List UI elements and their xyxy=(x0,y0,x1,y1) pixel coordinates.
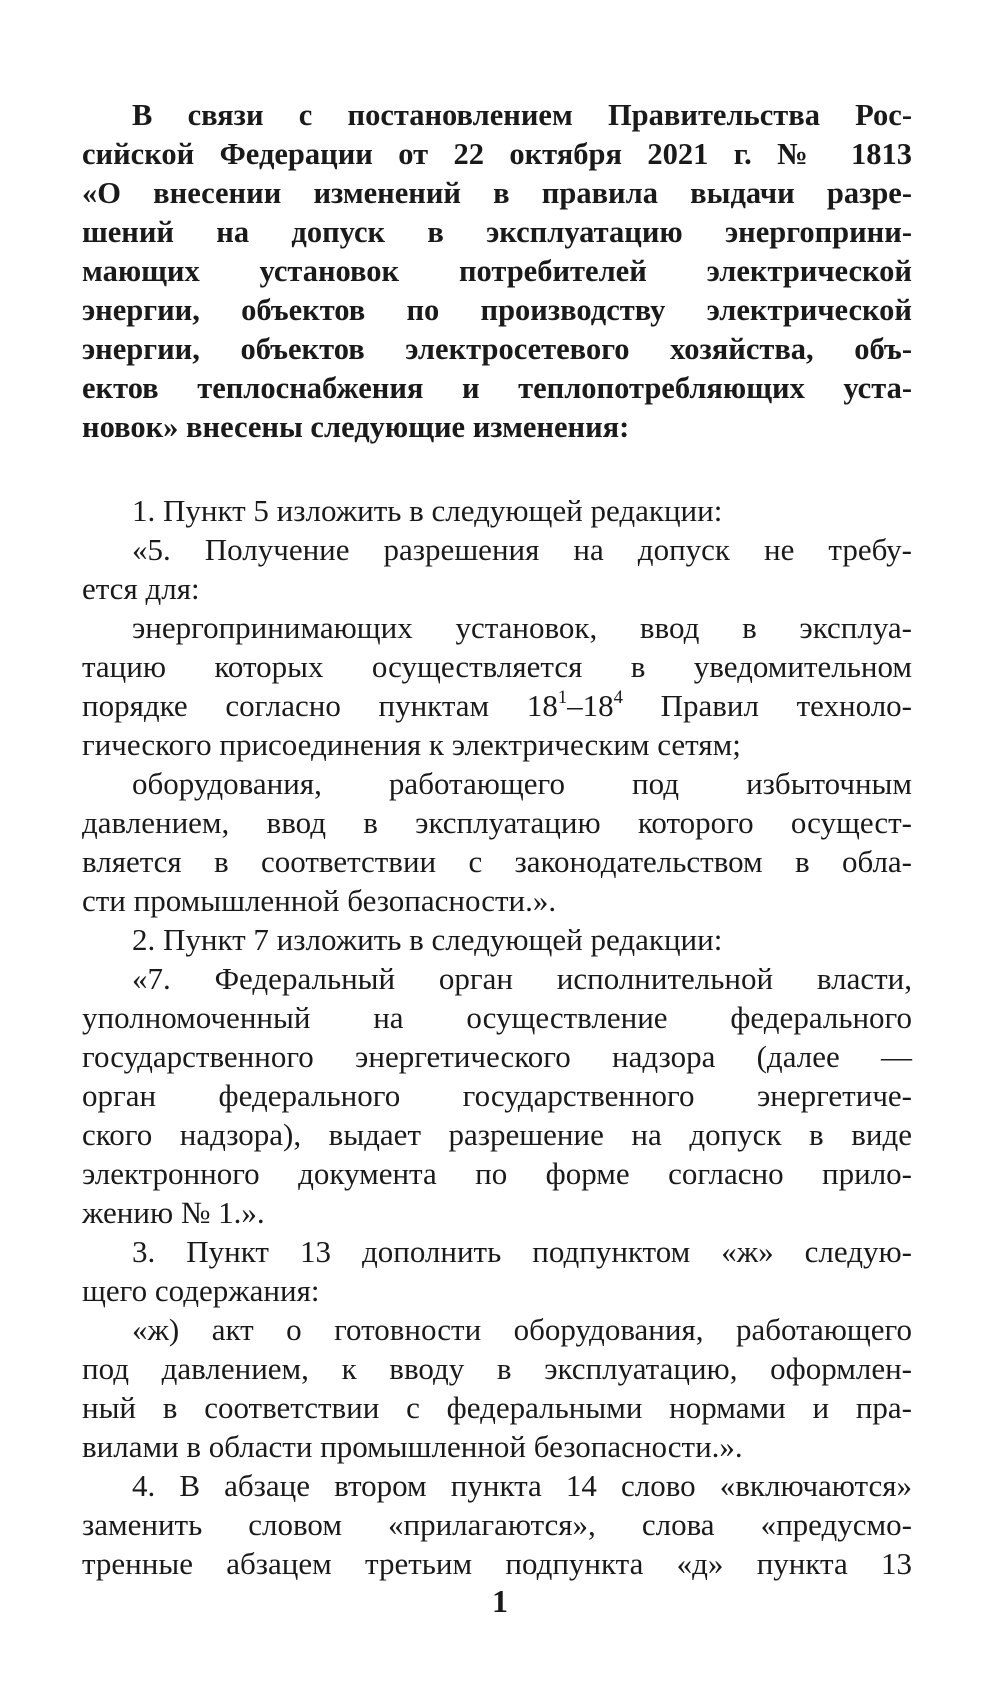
amendment-1-quote-line: гического присоединения к электрическим сетям; xyxy=(82,727,741,762)
superscript: 4 xyxy=(613,686,623,708)
preface-line: шений на допуск в эксплуатацию энергоприни- xyxy=(82,215,912,249)
amendment-2-heading: 2. Пункт 7 изложить в следующей редакции: xyxy=(132,922,723,957)
amendment-1-quote-line xyxy=(82,686,912,725)
amendment-1-quote-line: тацию которых осуществляется в уведомительном xyxy=(82,649,912,684)
amendment-1-heading: 1. Пункт 5 изложить в следующей редакции: xyxy=(132,493,723,528)
amendment-1-quote-line: энергопринимающих установок, ввод в эксплуа- xyxy=(132,610,912,645)
amendment-3-heading: щего содержания: xyxy=(82,1273,320,1308)
preface-line: энергии, объектов электросетевого хозяйства, объ- xyxy=(82,332,912,366)
preface-line: «О внесении изменений в правила выдачи разре- xyxy=(82,176,912,210)
amendment-3-quote-line: под давлением, к вводу в эксплуатацию, оформлен- xyxy=(82,1351,912,1386)
preface-line: энергии, объектов по производству электрической xyxy=(82,293,912,327)
amendment-2-quote-line: электронного документа по форме согласно прило- xyxy=(82,1156,912,1191)
amendment-3-quote-line: «ж) акт о готовности оборудования, работающего xyxy=(132,1312,912,1347)
preface-line: сийской Федерации от 22 октября 2021 г. № 1813 xyxy=(82,137,912,171)
preface-line: ектов теплоснабжения и теплопотребляющих уста- xyxy=(82,371,912,405)
superscript: 1 xyxy=(557,686,568,708)
amendment-1-quote-line: «5. Получение разрешения на допуск не требу- xyxy=(132,532,912,567)
preface-line: новок» внесены следующие изменения: xyxy=(82,410,630,444)
amendment-4-line: тренные абзацем третьим подпункта «д» пункта 13 xyxy=(82,1546,912,1581)
amendment-1-quote-line: оборудования, работающего под избыточным xyxy=(132,766,912,801)
amendment-3-heading: 3. Пункт 13 дополнить подпунктом «ж» следую- xyxy=(132,1234,912,1269)
amendment-1-quote-line: давлением, ввод в эксплуатацию которого осущест- xyxy=(82,805,912,840)
text-fragment: порядке согласно пунктам 18 xyxy=(82,688,558,723)
preface-line: мающих установок потребителей электрической xyxy=(82,254,912,288)
amendment-4-line: заменить словом «прилагаются», слова «предусмо- xyxy=(82,1507,912,1542)
preface-paragraph xyxy=(82,96,912,447)
amendment-2-quote-line: уполномоченный на осуществление федерального xyxy=(82,1000,912,1035)
amendment-2-quote-line: ского надзора), выдает разрешение на допуск в виде xyxy=(82,1117,912,1152)
amendment-3-quote-line: вилами в области промышленной безопасности.». xyxy=(82,1429,743,1464)
amendment-1-quote-line: ется для: xyxy=(82,571,200,606)
amendment-2-quote-line: жению № 1.». xyxy=(82,1195,265,1230)
amendment-1-quote-line: вляется в соответствии с законодательством в обла- xyxy=(82,844,912,879)
text-fragment: –18 xyxy=(567,688,614,723)
text-fragment: Правил техноло- xyxy=(622,688,912,723)
amendment-2-quote-line: «7. Федеральный орган исполнительной власти, xyxy=(132,961,912,996)
preface-line: В связи с постановлением Правительства Рос- xyxy=(132,98,912,132)
amendment-2-quote-line: орган федерального государственного энергетиче- xyxy=(82,1078,912,1113)
amendment-4-line: 4. В абзаце втором пункта 14 слово «включаются» xyxy=(132,1468,912,1503)
amendments-text xyxy=(82,491,912,1583)
amendment-2-quote-line: государственного энергетического надзора (далее — xyxy=(82,1039,912,1074)
page-number: 1 xyxy=(492,1583,508,1619)
amendment-3-quote-line: ный в соответствии с федеральными нормами и пра- xyxy=(82,1390,912,1425)
amendment-1-quote-line: сти промышленной безопасности.». xyxy=(82,883,557,918)
